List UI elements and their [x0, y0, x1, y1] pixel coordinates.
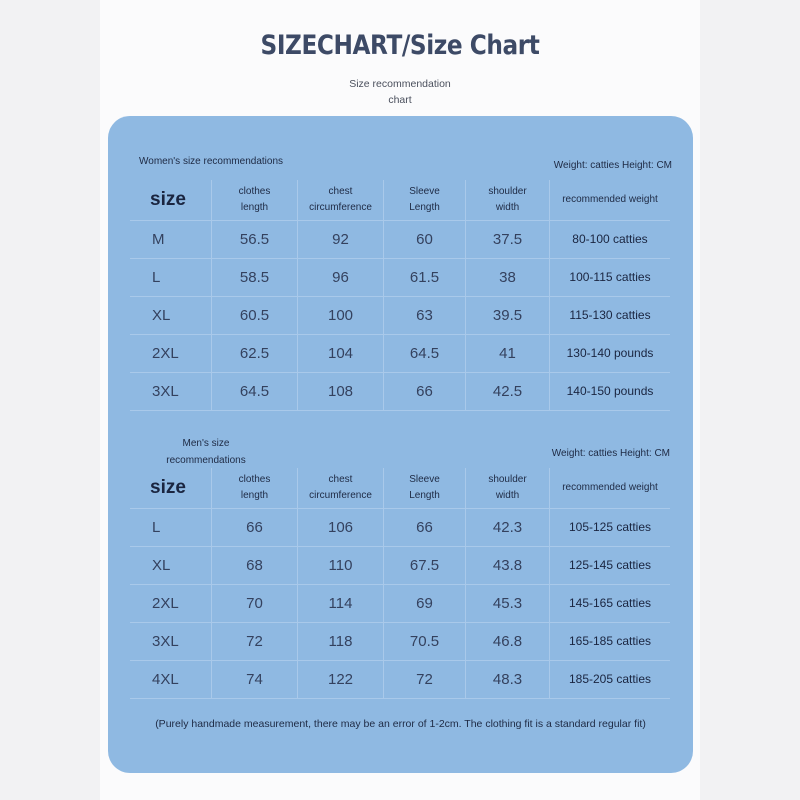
recommended-weight-cell: 185-205 catties: [568, 672, 652, 686]
measurement-cell: 41: [466, 334, 550, 372]
column-header: clothes length: [212, 468, 298, 508]
measurement-cell: 96: [298, 258, 384, 296]
subtitle-line: chart: [388, 94, 412, 106]
size-cell: 2XL: [130, 334, 212, 372]
recommended-weight-cell: 125-145 catties: [568, 558, 652, 572]
column-header: recommended weight: [562, 482, 658, 493]
page-title: SIZECHART/Size Chart: [260, 30, 540, 61]
size-cell: 3XL: [130, 622, 212, 660]
column-header: Sleeve Length: [384, 468, 466, 508]
measurement-cell: 60.5: [212, 296, 298, 334]
measurement-cell: 74: [212, 660, 298, 698]
measurement-cell: 43.8: [466, 546, 550, 584]
measurement-cell: 66: [212, 508, 298, 546]
size-cell: L: [130, 508, 212, 546]
measurement-cell: 60: [384, 220, 466, 258]
column-header: shoulder width: [466, 468, 550, 508]
recommended-weight-cell: 105-125 catties: [568, 520, 652, 534]
table-row: [130, 546, 670, 585]
recommended-weight-cell: 145-165 catties: [568, 596, 652, 610]
table-header-row: [130, 468, 670, 509]
measurement-cell: 56.5: [212, 220, 298, 258]
measurement-cell: 42.3: [466, 508, 550, 546]
measurement-cell: 72: [384, 660, 466, 698]
page-subtitle: [0, 76, 800, 108]
table-row: [130, 622, 670, 661]
measurement-cell: 64.5: [384, 334, 466, 372]
table-row: [130, 258, 670, 297]
recommended-weight-cell: 80-100 catties: [572, 232, 648, 246]
measurement-cell: 45.3: [466, 584, 550, 622]
recommended-weight-cell: 165-185 catties: [568, 634, 652, 648]
measurement-cell: 63: [384, 296, 466, 334]
table-row: [130, 372, 670, 411]
recommended-weight-cell: 115-130 catties: [569, 308, 651, 322]
size-cell: L: [130, 258, 212, 296]
column-header: size: [130, 180, 212, 220]
column-header: chest circumference: [298, 180, 384, 220]
table-row: [130, 584, 670, 623]
measurement-cell: 69: [384, 584, 466, 622]
table-row: [130, 508, 670, 547]
measurement-cell: 72: [212, 622, 298, 660]
measurement-cell: 68: [212, 546, 298, 584]
column-header: Sleeve Length: [384, 180, 466, 220]
size-cell: 4XL: [130, 660, 212, 698]
table-row: [130, 296, 670, 335]
column-header: clothes length: [212, 180, 298, 220]
mens-units-note: Weight: catties Height: CM: [551, 448, 670, 459]
size-cell: XL: [130, 296, 212, 334]
measurement-cell: 110: [298, 546, 384, 584]
measurement-cell: 122: [298, 660, 384, 698]
measurement-cell: 92: [298, 220, 384, 258]
womens-units-note: Weight: catties Height: CM: [553, 160, 672, 171]
measurement-cell: 38: [466, 258, 550, 296]
measurement-cell: 66: [384, 508, 466, 546]
table-row: [130, 660, 670, 699]
table-row: [130, 334, 670, 373]
table-header-row: [130, 180, 670, 221]
size-cell: M: [130, 220, 212, 258]
measurement-cell: 48.3: [466, 660, 550, 698]
measurement-cell: 114: [298, 584, 384, 622]
recommended-weight-cell: 140-150 pounds: [566, 384, 654, 398]
measurement-note: (Purely handmade measurement, there may be an error of 1-2cm. The clothing fit is a standard regular fit): [155, 718, 646, 730]
table-row: [130, 220, 670, 259]
size-cell: 3XL: [130, 372, 212, 410]
measurement-cell: 106: [298, 508, 384, 546]
measurement-cell: 62.5: [212, 334, 298, 372]
measurement-cell: 64.5: [212, 372, 298, 410]
measurement-cell: 100: [298, 296, 384, 334]
measurement-cell: 37.5: [466, 220, 550, 258]
measurement-cell: 58.5: [212, 258, 298, 296]
column-header: recommended weight: [562, 194, 658, 205]
measurement-cell: 61.5: [384, 258, 466, 296]
measurement-cell: 66: [384, 372, 466, 410]
column-header: size: [130, 468, 212, 508]
size-cell: XL: [130, 546, 212, 584]
recommended-weight-cell: 130-140 pounds: [566, 346, 654, 360]
measurement-cell: 104: [298, 334, 384, 372]
recommended-weight-cell: 100-115 catties: [569, 270, 651, 284]
measurement-cell: 39.5: [466, 296, 550, 334]
section-label-line: Women's size recommendations: [139, 156, 284, 167]
size-cell: 2XL: [130, 584, 212, 622]
section-label-line: Men's size: [182, 438, 230, 449]
measurement-cell: 70.5: [384, 622, 466, 660]
column-header: chest circumference: [298, 468, 384, 508]
measurement-cell: 42.5: [466, 372, 550, 410]
column-header: shoulder width: [466, 180, 550, 220]
measurement-cell: 67.5: [384, 546, 466, 584]
subtitle-line: Size recommendation: [349, 78, 451, 90]
measurement-cell: 46.8: [466, 622, 550, 660]
section-label-line: recommendations: [166, 455, 246, 466]
measurement-cell: 118: [298, 622, 384, 660]
measurement-cell: 108: [298, 372, 384, 410]
measurement-cell: 70: [212, 584, 298, 622]
